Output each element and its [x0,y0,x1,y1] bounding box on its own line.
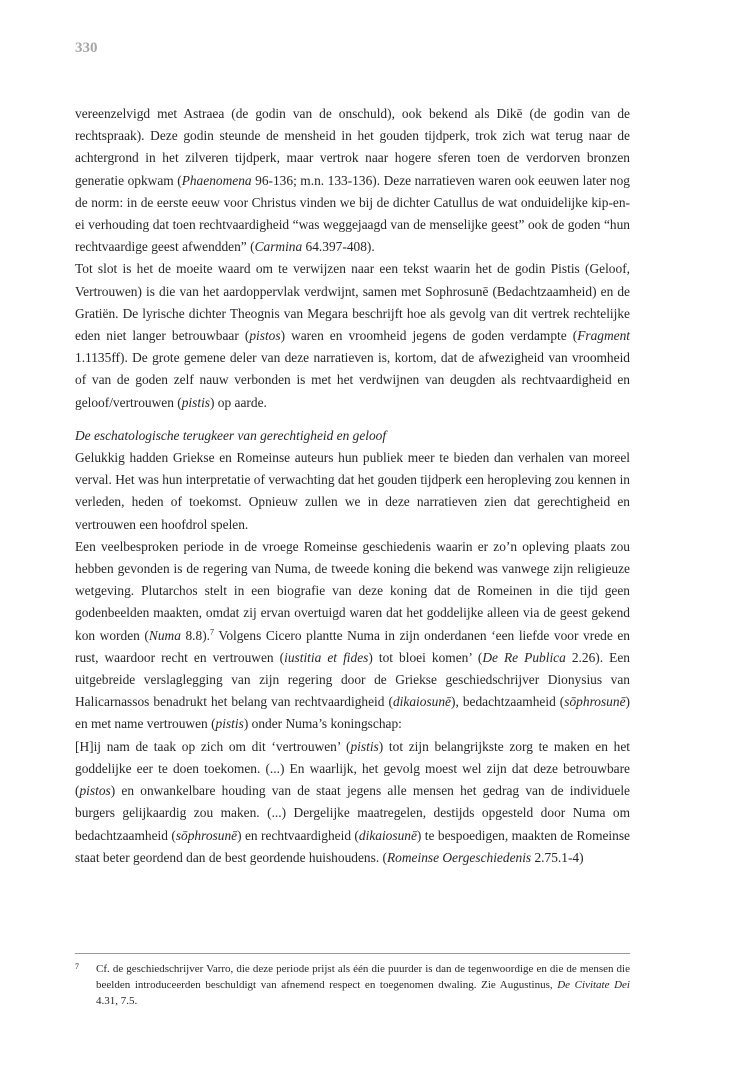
main-text [75,103,630,869]
footnote-ref[interactable]: 7 [210,627,215,637]
footnote [75,961,630,1009]
paragraph-numa: Een veelbesproken periode in de vroege Romeinse geschiedenis waarin er zo’n opleving plaats zou hebben gevonden is de regering van Numa, de tweede koning die bekend was vanwege zijn religieuze wetgeving. Plutarchos stelt in een biografie van deze koning dat de Romeinen in die tijd geen godenbeelden maakten, omdat zij ervan overtuigd waren dat het goddelijke alleen via de geest gekend kon worden (Numa 8.8).$^7$ Volgens Cicero plantte Numa in zijn onderdanen ‘een liefde voor vrede en rust, waardoor recht en vertrouwen (iustitia et fides) tot bloei komen’ (De Re Publica 2.26). Een uitgebreide verslaglegging van zijn regering door de Griekse geschiedschrijver Dionysius van Halicarnassos benadrukt het belang van rechtvaardigheid (dikaiosunē), bedachtzaamheid (sōphrosunē) en met name vertrouwen (pistis) onder Numa’s koningschap: [75,538,630,732]
section-heading-wrap [75,425,630,447]
footnote-text: Cf. de geschiedschrijver Varro, die deze periode prijst als één die puurder is dan de tegenwoordige en die de mensen die beelden introduceerden beschuldigt van afnemend respect en toegenomen dwaling. Zie Augustinus, De Civitate Dei 4.31, 7.5. [96,963,630,1007]
footnote-number: 7 [75,962,79,971]
page-number: 330 [75,40,98,56]
block-quote: [H]ij nam de taak op zich om dit ‘vertrouwen’ (pistis) tot zijn belangrijkste zorg te maken en het goddelijke eer te doen toekomen. (...) En waarlijk, het gevolg moest wel zijn dat deze betrouwbare (pistos) en onwankelbare houding van de staat jegens alle mensen het gedrag van de individuele burgers gelijkaardig zou maken. (...) Dergelijke maatregelen, destijds opgesteld door Numa om bedachtzaamheid (sōphrosunē) en rechtvaardigheid (dikaiosunē) te bespoedigen, maakten de Romeinse staat beter geordend dan de best geordende huishoudens. (Romeinse Oergeschiedenis 2.75.1-4) [75,738,630,865]
footnote-divider [75,953,630,954]
paragraph-pistis: Tot slot is het de moeite waard om te verwijzen naar een tekst waarin het de godin Pistis (Geloof, Vertrouwen) is die van het aardoppervlak verdwijnt, samen met Sophrosunē (Bedachtzaamheid) en de Gratiën. De lyrische dichter Theognis van Megara beschrijft hoe als gevolg van dit vertrek rechtelijke eden niet langer betrouwbaar (pistos) waren en vroomheid jegens de goden verdampte (Fragment 1.1135ff). De grote gemene deler van deze narratieven is, kortom, dat de afwezigheid van vroomheid of van de goden zelf nauw verbonden is met het verdwijnen van deugden als rechtvaardigheid en geloof/vertrouwen (pistis) op aarde. [75,261,630,410]
paragraph-golden-age: Gelukkig hadden Griekse en Romeinse auteurs hun publiek meer te bieden dan verhalen van moreel verval. Het was hun interpretatie of verwachting dat het gouden tijdperk een heropleving zou kennen in verleden, heden of toekomst. Opnieuw zullen we in deze narratieven zien dat gerechtigheid en vertrouwen een hoofdrol spelen. [75,450,630,532]
section-heading: De eschatologische terugkeer van gerechtigheid en geloof [75,427,387,443]
paragraph-astraea: vereenzelvigd met Astraea (de godin van de onschuld), ook bekend als Dikē (de godin van de rechtspraak). Deze godin steunde de mensheid in het gouden tijdperk, trok zich wat terug naar de achtergrond in het zilveren tijdperk, maar vertrok naar hogere sferen toen de verdorven bronzen generatie opkwam (Phaenomena 96-136; m.n. 133-136). Deze narratieven waren ook eeuwen later nog de norm: in de eerste eeuw voor Christus vinden we bij de dichter Catullus de wat onduidelijke kip-en-ei verhouding dat toen rechtvaardigheid “was weggejaagd van de menselijke geest” ook de goden “hun rechtvaardige geest afwendden” (Carmina 64.397-408). [75,106,630,255]
